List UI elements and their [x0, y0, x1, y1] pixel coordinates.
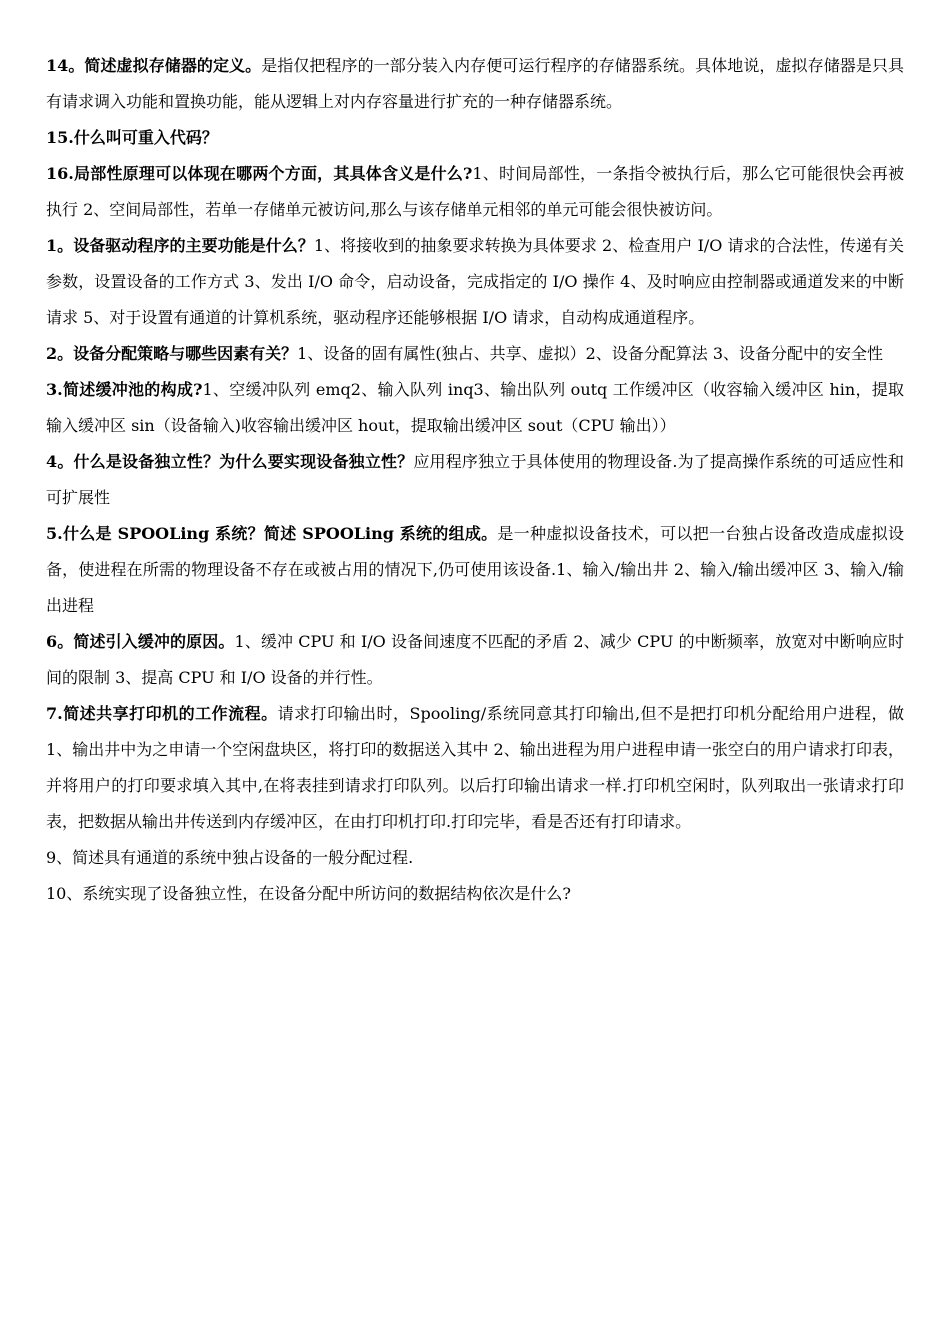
- question-text: 7.简述共享打印机的工作流程。: [46, 704, 278, 723]
- paragraph-q9: [46, 840, 904, 876]
- answer-text: 1、缓冲 CPU 和 I/O 设备间速度不匹配的矛盾 2、减少 CPU 的中断频率，放宽对中断响应时间的限制 3、提高 CPU 和 I/O 设备的并行性。: [46, 632, 904, 687]
- question-text: 16.局部性原理可以体现在哪两个方面，其具体含义是什么?: [46, 164, 473, 183]
- answer-text: 9、简述具有通道的系统中独占设备的一般分配过程.: [46, 848, 414, 867]
- answer-text: 1、将接收到的抽象要求转换为具体要求 2、检查用户 I/O 请求的合法性，传递有关参数，设置设备的工作方式 3、发出 I/O 命令，启动设备，完成指定的 I/O 操作 4、及时响应由控制器或通道发来的中断请求 5、对于设置有通道的计算机系统，驱动程序还能够根据 I/O 请求，自动构成通道程序。: [46, 236, 905, 327]
- question-text: 3.简述缓冲池的构成?: [46, 380, 203, 399]
- answer-text: 请求打印输出时，Spooling/系统同意其打印输出,但不是把打印机分配给用户进程，做 1、输出井中为之申请一个空闲盘块区，将打印的数据送入其中 2、输出进程为用户进程申请一张空白的用户请求打印表，并将用户的打印要求填入其中,在将表挂到请求打印队列。以后打印输出请求一样.打印机空闲时，队列取出一张请求打印表，把数据从输出井传送到内存缓冲区，在由打印机打印.打印完毕，看是否还有打印请求。: [46, 704, 904, 831]
- question-text: 6。简述引入缓冲的原因。: [46, 632, 235, 651]
- answer-text: 1、设备的固有属性(独占、共享、虚拟）2、设备分配算法 3、设备分配中的安全性: [297, 344, 884, 363]
- question-text: 4。什么是设备独立性？为什么要实现设备独立性？: [46, 452, 414, 471]
- question-text: 5.什么是 SPOOLing 系统？简述 SPOOLing 系统的组成。: [46, 524, 498, 543]
- question-text: 1。设备驱动程序的主要功能是什么？: [46, 236, 314, 255]
- paragraph-q15: [46, 120, 904, 156]
- question-text: 15.什么叫可重入代码？: [46, 128, 218, 147]
- paragraph-q1: [46, 228, 904, 336]
- answer-text: 应用程序独立于具体使用的物理设备.为了提高操作系统的可适应性和可扩展性: [46, 452, 904, 507]
- paragraph-q4: [46, 444, 904, 516]
- paragraph-q3: [46, 372, 904, 444]
- paragraph-q6: [46, 624, 904, 696]
- paragraph-q5: [46, 516, 904, 624]
- paragraph-q16: [46, 156, 904, 228]
- answer-text: 1、时间局部性，一条指令被执行后，那么它可能很快会再被执行 2、空间局部性，若单一存储单元被访问,那么与该存储单元相邻的单元可能会很快被访问。: [46, 164, 904, 219]
- paragraph-q10: [46, 876, 904, 912]
- question-text: 14。简述虚拟存储器的定义。: [46, 56, 262, 75]
- answer-text: 是指仅把程序的一部分装入内存便可运行程序的存储器系统。具体地说，虚拟存储器是只具有请求调入功能和置换功能，能从逻辑上对内存容量进行扩充的一种存储器系统。: [46, 56, 904, 111]
- paragraph-q14: [46, 48, 904, 120]
- answer-text: 1、空缓冲队列 emq2、输入队列 inq3、输出队列 outq 工作缓冲区（收容输入缓冲区 hin，提取输入缓冲区 sin（设备输入)收容输出缓冲区 hout，提取输出缓冲区 sout（CPU 输出））: [46, 380, 904, 435]
- answer-text: 10、系统实现了设备独立性，在设备分配中所访问的数据结构依次是什么?: [46, 884, 571, 903]
- paragraph-q2: [46, 336, 904, 372]
- answer-text: 是一种虚拟设备技术，可以把一台独占设备改造成虚拟设备，使进程在所需的物理设备不存在或被占用的情况下,仍可使用该设备.1、输入/输出井 2、输入/输出缓冲区 3、输入/输出进程: [46, 524, 904, 615]
- document-page: [46, 48, 904, 912]
- question-text: 2。设备分配策略与哪些因素有关？: [46, 344, 298, 363]
- paragraph-q7: [46, 696, 904, 840]
